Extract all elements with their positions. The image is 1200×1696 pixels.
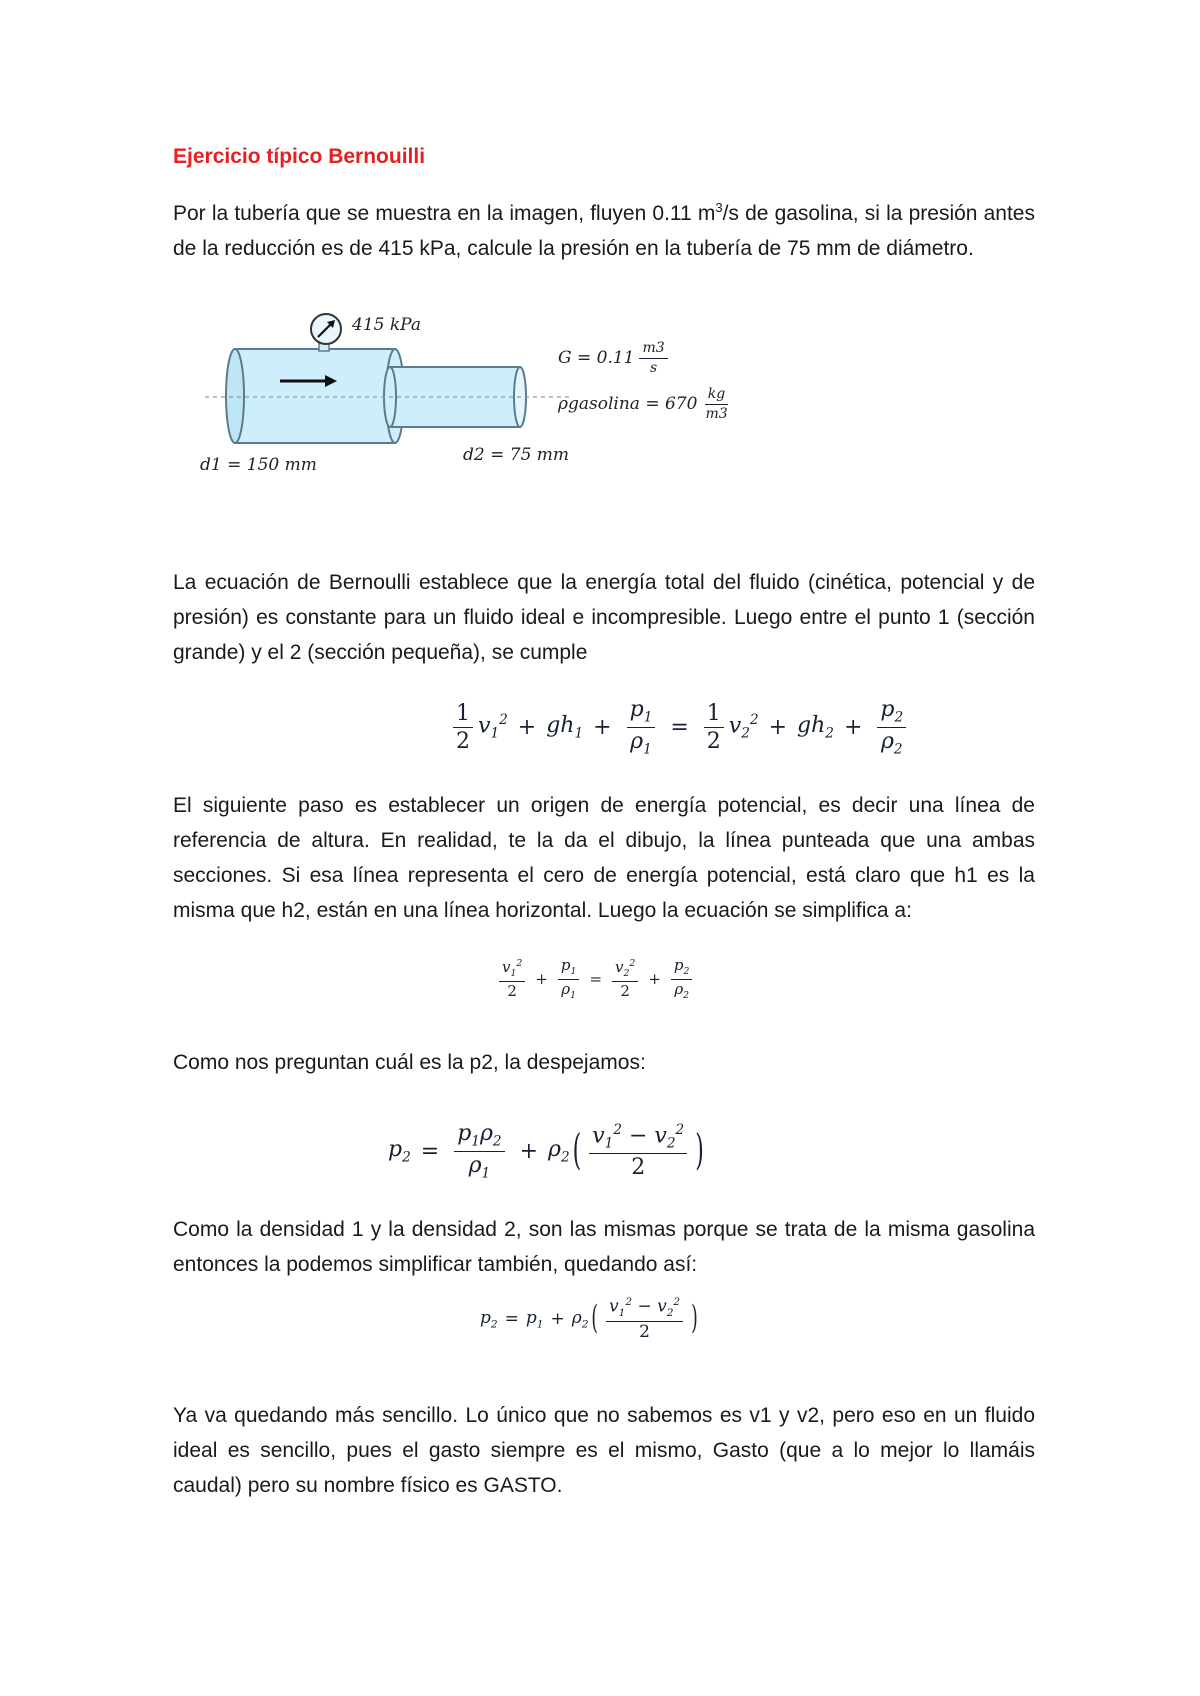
equal-density-explanation: Como la densidad 1 y la densidad 2, son las mismas porque se trata de la misma gasolina entonces la podemos simplificar también, quedando así: xyxy=(173,1218,1035,1276)
exercise-title: Ejercicio típico Bernouilli xyxy=(173,145,426,168)
bernoulli-equation: $\frac{1}{2}$ $v_1^2$ + $gh_1$ + $\frac{p_1}{\rho_1}$ = $\frac{1}{2}$ $v_2^2$ + $gh_2$ + $\frac{p_2}{\rho_2}$ xyxy=(448,698,911,756)
solve-for-p2-text: Como nos preguntan cuál es la p2, la despejamos: xyxy=(173,1051,646,1074)
flow-units-den: s xyxy=(649,359,658,376)
intro-text-a: Por la tubería que se muestra en la imagen, fluyen 0.11 m xyxy=(173,202,716,225)
flow-rate-explanation: Ya va quedando más sencillo. Lo único que no sabemos es v1 y v2, pero eso en un fluido ideal es sencillo, pues el gasto siempre es el mismo, Gasto (que a lo mejor lo llamáis caudal) pero su nombre físico es GASTO. xyxy=(173,1404,1035,1497)
intro-text-b: /s de gasolina, si la presión antes de la reducción es de 415 kPa, calcule la presión en la tubería de 75 mm de diámetro. xyxy=(173,202,1035,260)
d2-label: d2 = 75 mm xyxy=(463,445,570,465)
p2-solved-equation: $p_2$ = $\frac{p_1\rho_2}{\rho_1}$ + $\rho_2$ ( $\frac{v_1^2 - v_2^2}{2}$ ) xyxy=(388,1121,704,1182)
large-pipe-body xyxy=(235,349,395,443)
density-units-den: m3 xyxy=(705,405,728,422)
final-p2-equation: $p_2$ = $p_1$ + $\rho_2$ ( $\frac{v_1^2 - v_2^2}{2}$ ) xyxy=(480,1296,698,1343)
flow-units-num: m3 xyxy=(639,341,667,359)
density-units-num: kg xyxy=(705,387,728,405)
reference-line-explanation: El siguiente paso es establecer un origen de energía potencial, es decir una línea de referencia de altura. En realidad, te la da el dibujo, la línea punteada que una ambas secciones. Si esa línea representa el cero de energía potencial, está claro que h1 es la misma que h2, están en una línea horizontal. Luego la ecuación se simplifica a: xyxy=(173,794,1035,922)
flow-rate-value: G = 0.11 xyxy=(558,348,635,369)
flow-rate-units xyxy=(639,341,667,375)
gauge-pressure-label: 415 kPa xyxy=(352,315,421,335)
pressure-gauge-icon xyxy=(306,309,346,349)
density-value: ρgasolina = 670 xyxy=(558,394,698,415)
density-label xyxy=(558,387,736,421)
bernoulli-explanation: La ecuación de Bernoulli establece que la energía total del fluido (cinética, potencial y de presión) es constante para un fluido ideal e incompresible. Luego entre el punto 1 (sección grande) y el 2 (sección pequeña), se cumple xyxy=(173,571,1035,664)
d1-label: d1 = 150 mm xyxy=(200,455,317,475)
flow-rate-label xyxy=(558,341,673,375)
large-pipe-inlet xyxy=(226,349,244,443)
pipe-diagram xyxy=(200,315,800,525)
simplified-equation: $\frac{v_1^2}{2}$ + $\frac{p_1}{\rho_1}$ = $\frac{v_2^2}{2}$ + $\frac{p_2}{\rho_2}$ xyxy=(494,958,697,1001)
intro-paragraph xyxy=(173,190,1035,266)
intro-superscript: 3 xyxy=(715,200,723,215)
pipe-illustration xyxy=(200,325,800,525)
density-units xyxy=(702,387,730,421)
